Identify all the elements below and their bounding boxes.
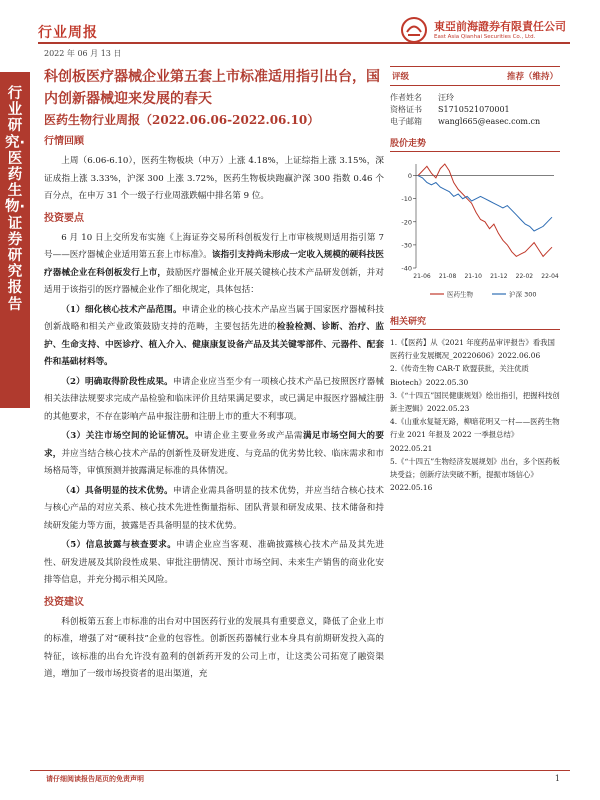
report-title: 科创板医疗器械企业第五套上市标准适用指引出台，国内创新器械迎来发展的春天	[44, 69, 380, 107]
section-key-points: 投资要点	[44, 212, 84, 224]
legend-label-1: 沪深 300	[509, 290, 537, 299]
x-tick-label: 21-10	[464, 273, 482, 280]
company-logo	[400, 14, 570, 50]
legend-label-0: 医药生物	[447, 290, 473, 299]
company-name-cn: 東亞前海證券有限責任公司	[434, 20, 566, 33]
related-research-item[interactable]: 5.《“十四五”生物经济发展规划》出台，多个医药板块受益；创新疗法突破不断，提振市场信心》2022.05.16	[390, 456, 560, 493]
analyst-row: 资格证书 S1710521070001	[390, 105, 510, 114]
report-subtitle: 医药生物行业周报（2022.06.06-2022.06.10）	[44, 113, 320, 127]
company-name-en: East Asia Qianhai Securities Co., Ltd.	[434, 34, 536, 40]
related-research-item[interactable]: 2.《传奇生物 CAR-T 欧盟获批，关注优质 Biotech》2022.05.30	[390, 364, 529, 387]
point-5: （5）信息披露与核查要求。申请企业应当客观、准确披露核心技术产品及其先进性、研发进展及其阶段性成果、审批注册情况、预计市场空间、未来生产销售的商业化安排等信息，并充分揭示相关风险。	[44, 540, 384, 585]
rating-bar	[390, 66, 560, 86]
price-trend-chart	[390, 156, 560, 306]
point-2: （2）明确取得阶段性成果。申请企业应当至少有一项核心技术产品已按照医疗器械相关法律法规要求完成产品检验和临床评价且结果满足要求，或已满足申报医疗器械注册的其他要求，不存在影响产品申报注册和注册上市的重大不利事项。	[44, 376, 384, 422]
point-4: （4）具备明显的技术优势。申请企业需具备明显的技术优势，并应当结合核心技术与核心产品的对应关系、核心技术先进性衡量指标、团队背景和研发成果、技术储备和持续研发能力等方面，披露是否具备明显的技术优势。	[44, 485, 384, 531]
x-tick-label: 22-04	[541, 273, 559, 280]
analyst-info	[390, 92, 560, 128]
y-tick-label: 0	[407, 172, 412, 181]
point-1: （1）细化核心技术产品范围。申请企业的核心技术产品应当属于国家医疗器械科技创新战略和相关产业政策鼓励支持的范畴，主要包括先进的检验检测、诊断、治疗、监护、生命支持、中医诊疗、植入介入、健康康复设备产品及其关键零部件、元器件、配套件和基础材料等。	[44, 304, 384, 367]
analyst-email[interactable]: wangl665@easec.com.cn	[438, 117, 541, 126]
section-investment-advice: 投资建议	[44, 596, 84, 608]
investment-advice-text: 科创板第五套上市标准的出台对中国医药行业的发展具有重要意义，降低了企业上市的标准，增强了对“硬科技”企业的包容性。创新医药器械行业本身具有前期研发投入高的特征，该标准的出台允许没有盈利的创新药开发的公司上市，让这类公司拓宽了融资渠道，增加了一级市场投资者的退出渠道，充	[44, 616, 384, 679]
key-points-paragraph: 6 月 10 日上交所发布实施《上海证券交易所科创板发行上市审核规则适用指引第 7 号——医疗器械企业适用第五套上市标准》。该指引支持尚未形成一定收入规模的硬科技医疗器械企业在科创板发行上市，鼓励医疗器械企业开展关键核心技术产品研发创新，并对适用于该指引的医疗器械企业作了细化规定，具体包括：	[44, 232, 384, 295]
page-number: 1	[554, 774, 560, 783]
price-trend-svg	[390, 156, 560, 306]
y-tick-label: -20	[401, 218, 412, 227]
section-market-review: 行情回顾	[44, 136, 84, 147]
chart-heading: 股价走势	[390, 136, 560, 152]
rating-label: 评级	[392, 72, 410, 82]
footer-disclaimer: 请仔细阅读报告尾页的免责声明	[46, 774, 144, 783]
info-panel	[390, 66, 560, 494]
report-type: 行业周报	[38, 25, 98, 41]
x-tick-label: 21-06	[413, 273, 431, 280]
footer-divider	[30, 770, 570, 771]
related-research-item[interactable]: 1.《【医药】从《2021 年度药品审评报告》看我国医药行业发展概况_20220606》2022.06.06	[390, 338, 555, 361]
related-research-item[interactable]: 3.《“十四五”国民健康规划》绘出指引，把握科技创新主逻辑》2022.05.23	[390, 390, 560, 414]
company-logo-icon	[400, 16, 428, 44]
y-tick-label: -30	[401, 241, 412, 250]
related-research-item[interactable]: 4.《山重水复疑无路，柳暗花明又一村——医药生物行业 2021 年报及 2022 一季报总结》2022.05.21	[390, 417, 560, 453]
report-date: 2022 年 06 月 13 日	[44, 49, 122, 58]
y-tick-label: -40	[401, 264, 412, 273]
rating-value: 推荐（维持）	[506, 72, 558, 82]
point-3: （3）关注市场空间的论证情况。申请企业主要业务或产品需满足市场空间大的要求，并应当结合核心技术产品的创新性及研发进度、与竞品的优劣势比较、临床需求和市场格局等，审慎预测并披露满足标准的具体情况。	[44, 431, 384, 476]
side-banner	[0, 72, 30, 408]
main-content	[44, 66, 384, 684]
market-review-text: 上周（6.06-6.10），医药生物板块（申万）上涨 4.18%，上证综指上涨 3.15%，深证成指上涨 3.33%，沪深 300 上涨 3.72%，医药生物板块跑赢沪深 300 指数 0.46 个百分点，在申万 31 个一级子行业周涨跌幅中排名第 9 位。	[44, 156, 384, 201]
analyst-row: 作者姓名 汪玲	[390, 93, 454, 102]
related-research-heading: 相关研究	[390, 314, 560, 330]
series-line-0	[418, 164, 552, 256]
x-tick-label: 21-12	[490, 273, 508, 280]
x-tick-label: 22-02	[515, 273, 534, 280]
analyst-row: 电子邮箱 wangl665@easec.com.cn	[390, 117, 541, 126]
x-tick-label: 21-08	[438, 273, 457, 280]
related-research-list	[390, 336, 560, 494]
y-tick-label: -10	[401, 195, 412, 204]
side-banner-text: 行业研究·医药生物·证券研究报告	[5, 86, 26, 313]
